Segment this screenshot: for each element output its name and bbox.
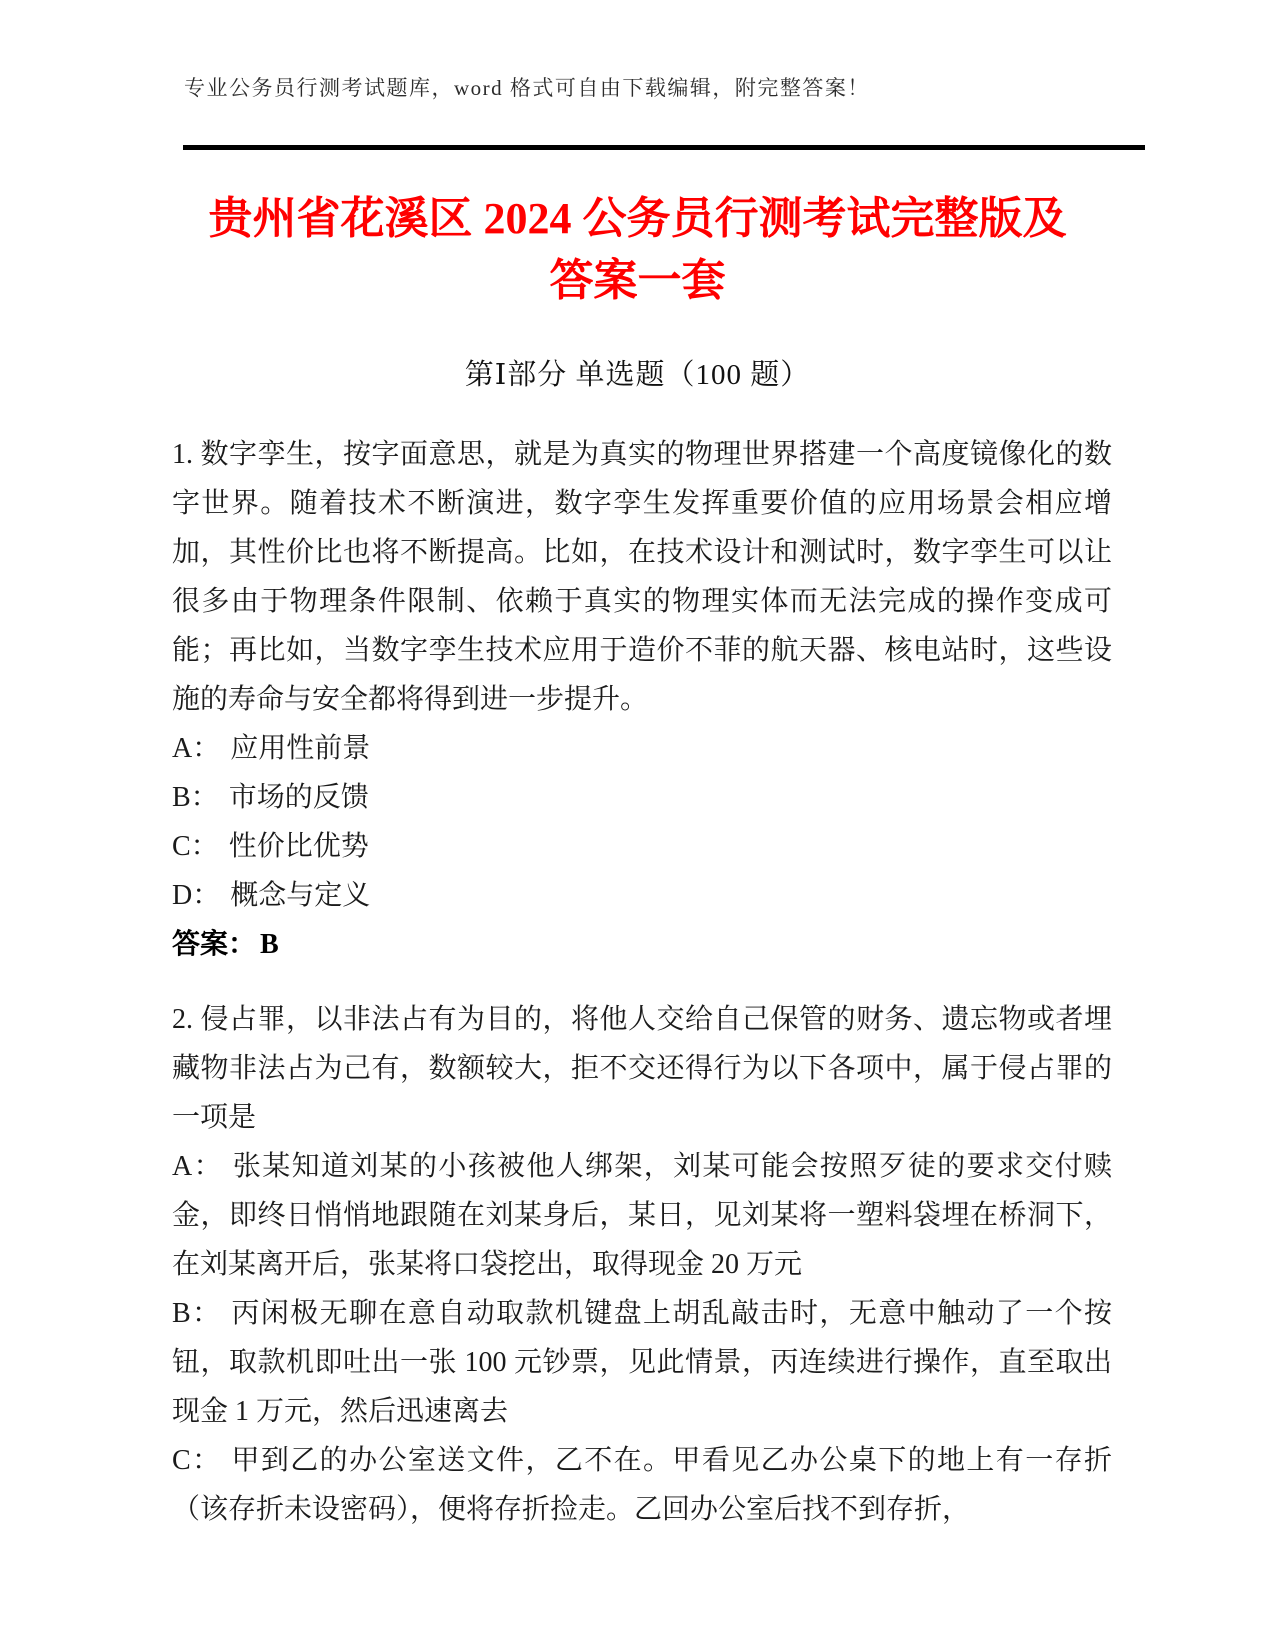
question-2-stem: 2. 侵占罪，以非法占有为目的，将他人交给自己保管的财务、遗忘物或者埋藏物非法占为己有，数额较大，拒不交还得行为以下各项中，属于侵占罪的一项是	[172, 1004, 1112, 1133]
option-text: 丙闲极无聊在意自动取款机键盘上胡乱敲击时，无意中触动了一个按钮，取款机即吐出一张 100 元钞票，见此情景，丙连续进行操作，直至取出现金 1 万元，然后迅速离去	[172, 1298, 1112, 1427]
header-note: 专业公务员行测考试题库，word 格式可自由下载编辑，附完整答案！	[184, 76, 870, 100]
option-text: 性价比优势	[228, 831, 369, 862]
question-2-option-a	[172, 1142, 1112, 1289]
option-text: 张某知道刘某的小孩被他人绑架，刘某可能会按照歹徒的要求交付赎金，即终日悄悄地跟随在刘某身后，某日，见刘某将一塑料袋埋在桥洞下，在刘某离开后，张某将口袋挖出，取得现金 20 万元	[172, 1151, 1112, 1280]
option-label: A：	[172, 1151, 223, 1182]
option-label: B：	[172, 1298, 222, 1329]
question-1-stem: 1. 数字孪生，按字面意思，就是为真实的物理世界搭建一个高度镜像化的数字世界。随着技术不断演进，数字孪生发挥重要价值的应用场景会相应增加，其性价比也将不断提高。比如，在技术设计和测试时，数字孪生可以让很多由于物理条件限制、依赖于真实的物理实体而无法完成的操作变成可能；再比如，当数字孪生技术应用于造价不菲的航天器、核电站时，这些设施的寿命与安全都将得到进一步提升。	[172, 439, 1112, 715]
option-text: 市场的反馈	[228, 782, 369, 813]
option-text: 应用性前景	[230, 733, 371, 764]
section-heading: 第Ⅰ部分 单选题（100 题）	[464, 359, 811, 391]
option-text: 甲到乙的办公室送文件，乙不在。甲看见乙办公桌下的地上有一存折（该存折未设密码），便将存折捡走。乙回办公室后找不到存折，	[172, 1445, 1112, 1525]
question-1-option-d	[172, 871, 1112, 920]
question-2-option-c	[172, 1436, 1112, 1534]
question-1-option-b	[172, 773, 1112, 822]
question-1-answer	[172, 920, 1112, 969]
document-title-line-2: 答案一套	[549, 256, 726, 305]
option-label: C：	[172, 831, 219, 862]
question-2	[172, 995, 1112, 1534]
header-divider-rule	[183, 145, 1145, 150]
option-label: B：	[172, 782, 219, 813]
answer-value: B	[260, 929, 279, 960]
document-title	[90, 188, 1185, 312]
option-label: A：	[172, 733, 221, 764]
question-1-option-c	[172, 822, 1112, 871]
document-title-line-1: 贵州省花溪区 2024 公务员行测考试完整版及	[208, 194, 1067, 243]
document-body	[172, 430, 1112, 1534]
question-2-option-b	[172, 1289, 1112, 1436]
option-label: D：	[172, 880, 221, 911]
option-text: 概念与定义	[230, 880, 371, 911]
option-label: C：	[172, 1445, 222, 1476]
question-1	[172, 430, 1112, 969]
question-1-option-a	[172, 724, 1112, 773]
answer-label: 答案：	[172, 929, 257, 960]
